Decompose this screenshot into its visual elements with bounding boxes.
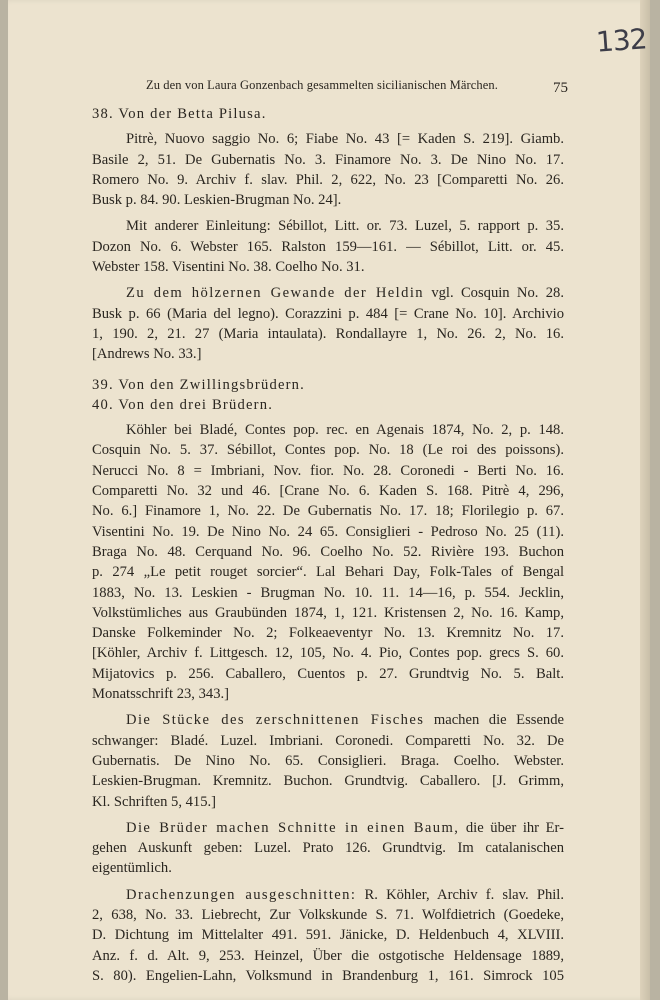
text-run: R. Köhler, Archiv f. slav. Phil. <box>356 886 564 903</box>
text-line: Pitrè, Nuovo saggio No. 6; Fiabe No. 43 [= Kaden S. 219]. Giamb. <box>126 131 564 148</box>
text-line: Volkstümliches aus Graubünden 1874, 1, 121. Kristensen 2, No. 16. Kamp, <box>92 604 564 621</box>
spaced-emphasis: Drachenzungen ausgeschnitten: <box>126 886 357 903</box>
spaced-emphasis: Die Stücke des zerschnittenen Fisches <box>126 712 425 729</box>
text-line: S. 80). Engelien-Lahn, Volksmund in Brandenburg 1, 161. Simrock 105 <box>92 967 564 984</box>
text-line: Nerucci No. 8 = Imbriani, Nov. fior. No. 28. Coronedi - Berti No. 16. <box>92 462 564 479</box>
paragraph <box>92 216 564 277</box>
text-line <box>92 885 564 905</box>
text-run: vgl. Cosquin No. 28. <box>423 285 564 302</box>
text-line: eigentümlich. <box>92 860 172 877</box>
text-line: Monatsschrift 23, 343.] <box>92 686 230 703</box>
text-line: Mit anderer Einleitung: Sébillot, Litt. or. 73. Luzel, 5. rapport p. 35. <box>126 218 564 235</box>
body-text <box>92 100 564 992</box>
text-line: Mijatovics p. 256. Caballero, Cuentos p. 27. Grundtvig No. 5. Balt. <box>92 665 564 682</box>
text-run: die über ihr Er- <box>459 819 564 836</box>
text-line: gehen Auskunft geben: Luzel. Prato 126. Grundtvig. Im catalanischen <box>92 840 564 857</box>
paragraph <box>92 283 564 364</box>
text-line: Gubernatis. De Nino No. 65. Consiglieri. Braga. Coelho. Webster. <box>92 752 564 769</box>
text-line: Köhler bei Bladé, Contes pop. rec. en Agenais 1874, No. 2, p. 148. <box>126 422 564 439</box>
text-line <box>92 283 564 303</box>
paragraph <box>92 129 564 210</box>
book-page <box>8 0 650 1000</box>
text-line: Kl. Schriften 5, 415.] <box>92 793 217 810</box>
text-line: Visentini No. 19. De Nino No. 24 65. Consiglieri - Pedroso No. 25 (11). <box>92 523 564 540</box>
text-run: machen die Essende <box>424 712 564 729</box>
paragraph <box>92 885 564 986</box>
text-line: p. 274 „Le petit rouget sorcier“. Lal Behari Day, Folk-Tales of Bengal <box>92 564 564 581</box>
text-line: Cosquin No. 5. 37. Sébillot, Contes pop. No. 18 (Le roi des poissons). <box>92 442 564 459</box>
text-line: Basile 2, 51. De Gubernatis No. 3. Finamore No. 3. De Nino No. 17. <box>92 151 564 168</box>
spaced-emphasis: Die Brüder machen Schnitte in einen Baum, <box>126 819 460 836</box>
text-line: Leskien-Brugman. Kremnitz. Buchon. Grundtvig. Caballero. [J. Grimm, <box>92 773 564 790</box>
page-edge <box>640 0 650 1000</box>
text-line <box>92 818 564 838</box>
paragraph <box>92 710 564 811</box>
text-line: Danske Folkeminder No. 2; Folkeaeventyr No. 13. Kremnitz No. 17. <box>92 625 564 642</box>
section-heading-39: 39. Von den Zwillingsbrüdern. <box>92 376 306 393</box>
text-line: Busk p. 66 (Maria del legno). Corazzini p. 484 [= Crane No. 10]. Archivio <box>92 305 564 322</box>
handwritten-folio-number: 132 <box>594 22 648 59</box>
text-line: Busk p. 84. 90. Leskien-Brugman No. 24]. <box>92 192 342 209</box>
text-line: [Köhler, Archiv f. Littgesch. 12, 105, No. 4. Pio, Contes pop. grecs S. 60. <box>92 645 564 662</box>
text-line <box>92 710 564 730</box>
text-line: schwanger: Bladé. Luzel. Imbriani. Coronedi. Comparetti No. 32. De <box>92 732 564 749</box>
spaced-emphasis: Zu dem hölzernen Gewande der Heldin <box>126 285 424 302</box>
text-line: 1, 190. 2, 21. 27 (Maria intaulata). Rondallayre 1, No. 26. 2, No. 16. <box>92 325 564 342</box>
text-line: Dozon No. 6. Webster 165. Ralston 159—161. — Sébillot, Litt. or. 45. <box>92 238 564 255</box>
text-line: Anz. f. d. Alt. 9, 253. Heinzel, Über die ostgotische Heldensage 1889, <box>92 947 564 964</box>
text-line: Comparetti No. 32 und 46. [Crane No. 6. Kaden S. 168. Pitrè 4, 296, <box>92 483 564 500</box>
text-line: 1883, No. 13. Leskien - Brugman No. 10. 11. 14—16, p. 554. Jecklin, <box>92 584 564 601</box>
text-line: Braga No. 48. Cerquand No. 96. Coelho No. 52. Rivière 193. Buchon <box>92 543 564 560</box>
text-line: [Andrews No. 33.] <box>92 346 202 363</box>
text-line: D. Dichtung im Mittelalter 491. 591. Jänicke, D. Heldenbuch 4, XLVIII. <box>92 927 564 944</box>
text-line: Romero No. 9. Archiv f. slav. Phil. 2, 622, No. 23 [Comparetti No. 26. <box>92 171 564 188</box>
section-heading-38: 38. Von der Betta Pilusa. <box>92 106 267 122</box>
running-head: Zu den von Laura Gonzenbach gesammelten sicilianischen Märchen. <box>146 78 499 92</box>
paragraph <box>92 420 564 704</box>
page-number: 75 <box>553 80 568 96</box>
section-heading-40: 40. Von den drei Brüdern. <box>92 396 274 413</box>
text-line: Webster 158. Visentini No. 38. Coelho No. 31. <box>92 259 365 276</box>
text-line: No. 6.] Finamore 1, No. 22. De Gubernatis No. 17. 18; Florilegio p. 67. <box>92 503 564 520</box>
paragraph <box>92 818 564 879</box>
text-line: 2, 638, No. 33. Liebrecht, Zur Volkskunde S. 71. Wolfdietrich (Goedeke, <box>92 906 564 923</box>
